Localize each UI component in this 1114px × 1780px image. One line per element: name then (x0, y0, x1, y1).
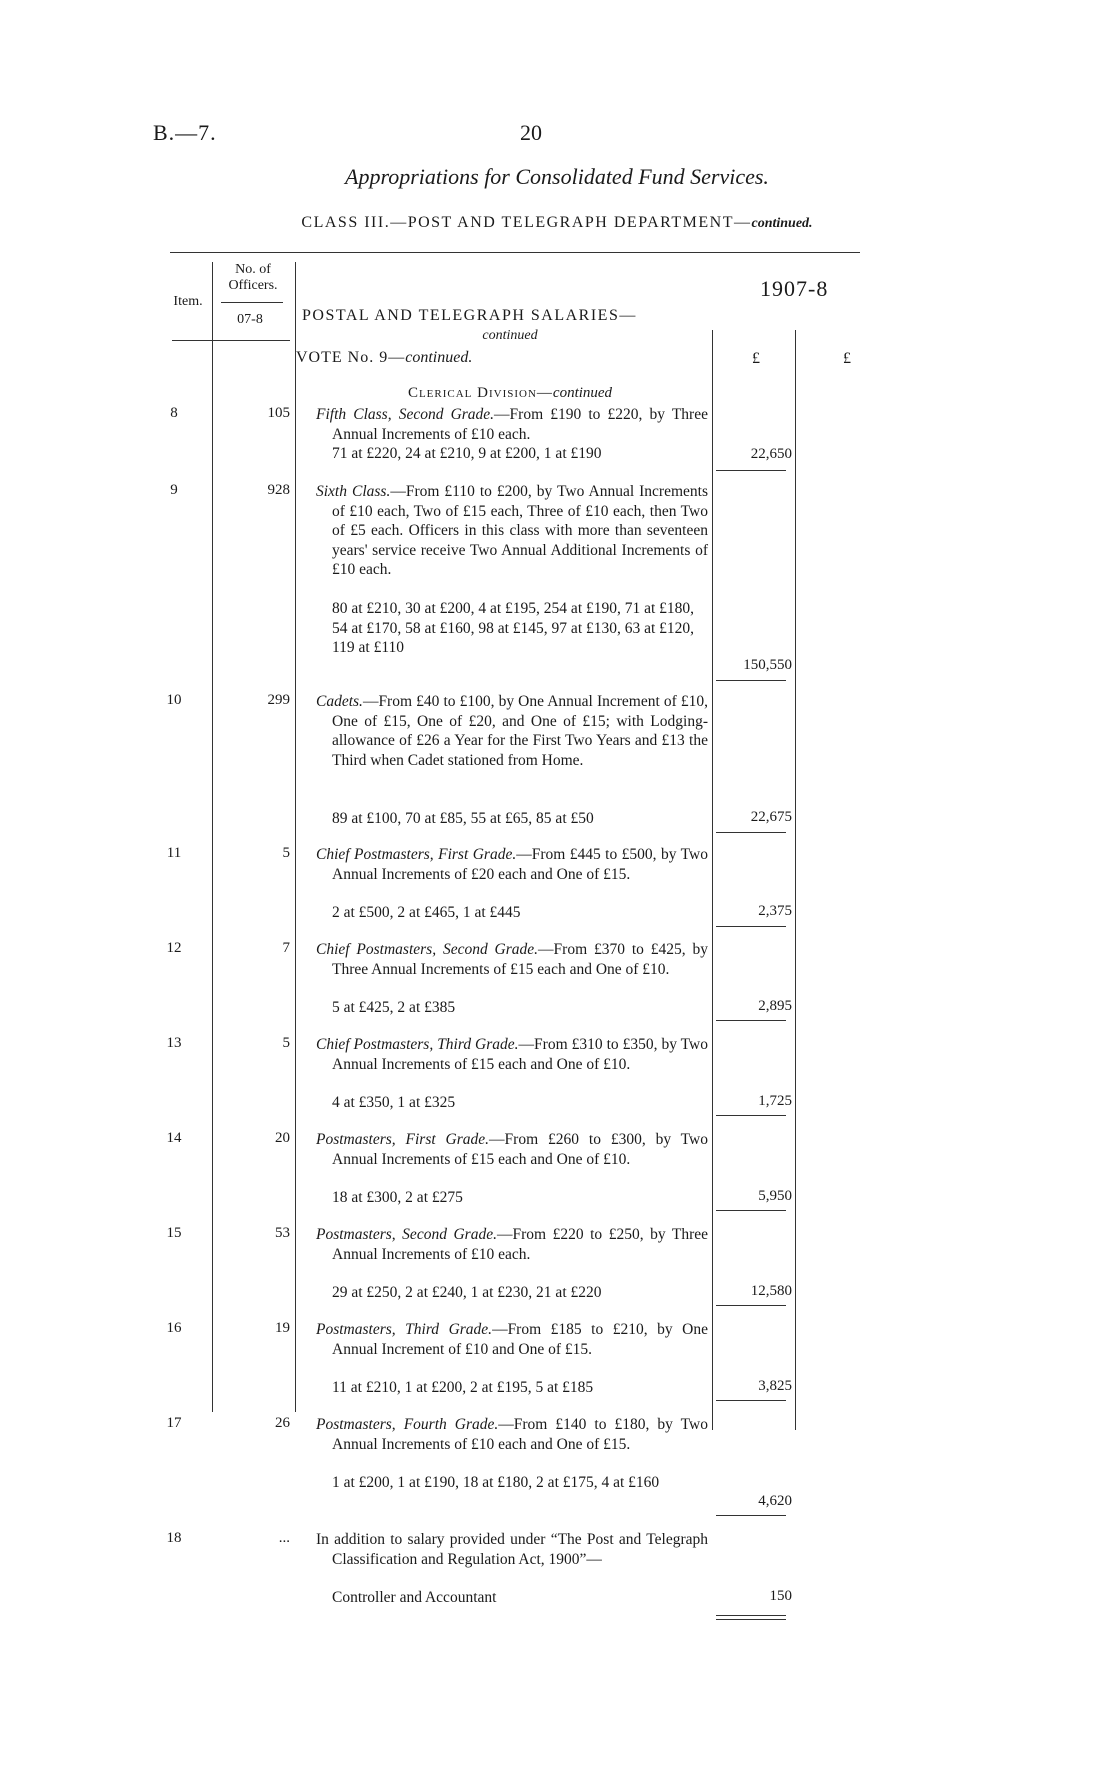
row-amount: 2,375 (758, 903, 792, 919)
row-amount: 4,620 (758, 1493, 792, 1509)
year-header: 1907-8 (760, 276, 829, 301)
amount-rule (716, 926, 786, 927)
page-title: Appropriations for Consolidated Fund Services. (345, 164, 769, 189)
item-number: 10 (166, 692, 182, 708)
division-label: Clerical Division— (407, 385, 553, 401)
item-column-rule (212, 262, 213, 1412)
item-number: 17 (166, 1415, 182, 1431)
officers-count: 19 (275, 1320, 290, 1336)
class-heading (0, 214, 1114, 232)
item-number: 8 (170, 405, 178, 421)
row-title: Fifth Class, Second Grade. (316, 406, 495, 423)
row-detail: 80 at £210, 30 at £200, 4 at £195, 254 at £190, 71 at £180, 54 at £170, 58 at £160, 98 at £145, 97 at £130, 63 at £120, 119 at £110 (332, 600, 695, 656)
row-amount: 3,825 (758, 1378, 792, 1394)
item-number: 9 (170, 482, 178, 498)
row-detail: 29 at £250, 2 at £240, 1 at £230, 21 at £220 (332, 1284, 602, 1301)
document-reference: B.—7. (153, 120, 217, 145)
column-header-rule (172, 340, 290, 341)
division-continued: continued (552, 385, 613, 401)
officers-count: 928 (267, 482, 290, 498)
row-description (316, 405, 708, 444)
officers-year-header: 07-8 (237, 312, 263, 327)
item-number: 16 (166, 1320, 182, 1336)
amount-rule (716, 1020, 786, 1021)
pound-symbol-1: £ (752, 350, 760, 367)
row-amount: 5,950 (758, 1188, 792, 1204)
row-description (316, 940, 708, 979)
row-amount: 1,725 (758, 1093, 792, 1109)
class-heading-text: CLASS III.—POST AND TELEGRAPH DEPARTMENT— (301, 214, 752, 231)
row-text: —From £445 to £500, by Two Annual Increments of £20 each and One of £15. (332, 846, 708, 883)
amount-right-rule (795, 330, 796, 1430)
row-title: Chief Postmasters, First Grade. (316, 846, 517, 863)
row-title: Postmasters, Fourth Grade. (316, 1416, 499, 1433)
row-text: —From £185 to £210, by One Annual Increment of £10 and One of £15. (332, 1321, 708, 1358)
row-detail: 11 at £210, 1 at £200, 2 at £195, 5 at £185 (332, 1379, 594, 1396)
row-text: —From £190 to £220, by Three Annual Increments of £10 each. (332, 406, 708, 443)
officers-column-rule (295, 262, 296, 1412)
officers-header-rule (221, 302, 283, 303)
officers-count: 105 (267, 405, 290, 421)
row-detail: 4 at £350, 1 at £325 (332, 1094, 456, 1111)
row-text: —From £370 to £425, by Three Annual Increments of £15 each and One of £10. (332, 941, 708, 978)
amount-rule (716, 470, 786, 471)
row-description (316, 482, 708, 580)
row-detail: 2 at £500, 2 at £465, 1 at £445 (332, 904, 521, 921)
row-description (316, 1035, 708, 1074)
amount-rule (716, 680, 786, 681)
row-title: Chief Postmasters, Second Grade. (316, 941, 539, 958)
row-description (316, 1225, 708, 1264)
class-heading-continued: continued. (751, 216, 813, 231)
row-title: Postmasters, Third Grade. (316, 1321, 493, 1338)
amount-rule (716, 1400, 786, 1401)
row-description (316, 1320, 708, 1359)
officers-count: 53 (275, 1225, 290, 1241)
page-number: 20 (520, 120, 542, 145)
item-number: 11 (166, 845, 182, 861)
officers-count: 299 (267, 692, 290, 708)
row-amount: 22,675 (750, 809, 792, 825)
amount-rule (716, 1115, 786, 1116)
row-amount: 12,580 (750, 1283, 792, 1299)
row-detail: 5 at £425, 2 at £385 (332, 999, 456, 1016)
vote-label: VOTE No. 9— (296, 349, 406, 366)
amount-double-rule (716, 1619, 786, 1620)
pound-symbol-2: £ (843, 350, 851, 367)
row-detail: 71 at £220, 24 at £210, 9 at £200, 1 at £190 (332, 445, 602, 462)
officers-count: ... (278, 1530, 290, 1546)
row-title: Cadets. (316, 693, 363, 710)
row-text: —From £40 to £100, by One Annual Increment of £10, One of £15, One of £20, and One of £15; with Lodging-allowance of £26 a Year for the First Two Years and £13 the Third when Cadet stationed from Home. (332, 693, 708, 769)
item-number: 18 (166, 1530, 182, 1546)
row-amount: 2,895 (758, 998, 792, 1014)
row-detail: Controller and Accountant (332, 1589, 497, 1606)
item-number: 15 (166, 1225, 182, 1241)
item-column-header: Item. (173, 294, 203, 309)
officers-count: 5 (282, 1035, 290, 1051)
row-title: Chief Postmasters, Third Grade. (316, 1036, 519, 1053)
officers-count: 5 (282, 845, 290, 861)
row-description (316, 1415, 708, 1454)
table-top-rule (170, 252, 860, 253)
row-amount: 22,650 (750, 446, 792, 462)
row-description (316, 1130, 708, 1169)
officers-count: 20 (275, 1130, 290, 1146)
item-number: 12 (166, 940, 182, 956)
row-detail: 1 at £200, 1 at £190, 18 at £180, 2 at £175, 4 at £160 (332, 1474, 660, 1491)
row-detail: 18 at £300, 2 at £275 (332, 1189, 463, 1206)
division-heading (300, 385, 720, 402)
vote-continued: continued. (405, 349, 473, 366)
row-text: —From £220 to £250, by Three Annual Increments of £10 each. (332, 1226, 708, 1263)
section-heading: POSTAL AND TELEGRAPH SALARIES— (302, 307, 637, 324)
section-heading-continued: continued (482, 328, 538, 343)
row-title: Postmasters, Second Grade. (316, 1226, 497, 1243)
vote-heading (296, 349, 472, 367)
row-text: —From £260 to £300, by Two Annual Increments of £15 each and One of £10. (332, 1131, 708, 1168)
amount-rule (716, 1615, 786, 1616)
row-text: In addition to salary provided under “The Post and Telegraph Classification and Regulation Act, 1900”— (316, 1531, 708, 1568)
row-text: —From £110 to £200, by Two Annual Increments of £10 each, Two of £15 each, Three of £10 each, then Two of £5 each. Officers in this class with more than seventeen years' service receive Two Annual Additional Increments of £10 each. (332, 483, 708, 578)
amount-rule (716, 1210, 786, 1211)
row-title: Sixth Class. (316, 483, 391, 500)
row-title: Postmasters, First Grade. (316, 1131, 490, 1148)
row-amount: 150,550 (743, 657, 792, 673)
row-description (316, 1530, 708, 1569)
amount-rule (716, 1305, 786, 1306)
officers-count: 7 (282, 940, 290, 956)
row-description (316, 692, 708, 770)
item-number: 13 (166, 1035, 182, 1051)
row-detail: 89 at £100, 70 at £85, 55 at £65, 85 at £50 (332, 810, 594, 827)
amount-rule (716, 832, 786, 833)
row-text: —From £310 to £350, by Two Annual Increments of £15 each and One of £10. (332, 1036, 708, 1073)
officers-column-header: No. of Officers. (228, 262, 278, 293)
row-description (316, 845, 708, 884)
officers-count: 26 (275, 1415, 290, 1431)
row-amount: 150 (769, 1588, 792, 1604)
amount-left-rule (712, 330, 713, 1430)
amount-rule (716, 1515, 786, 1516)
row-text: —From £140 to £180, by Two Annual Increments of £10 each and One of £15. (332, 1416, 708, 1453)
item-number: 14 (166, 1130, 182, 1146)
